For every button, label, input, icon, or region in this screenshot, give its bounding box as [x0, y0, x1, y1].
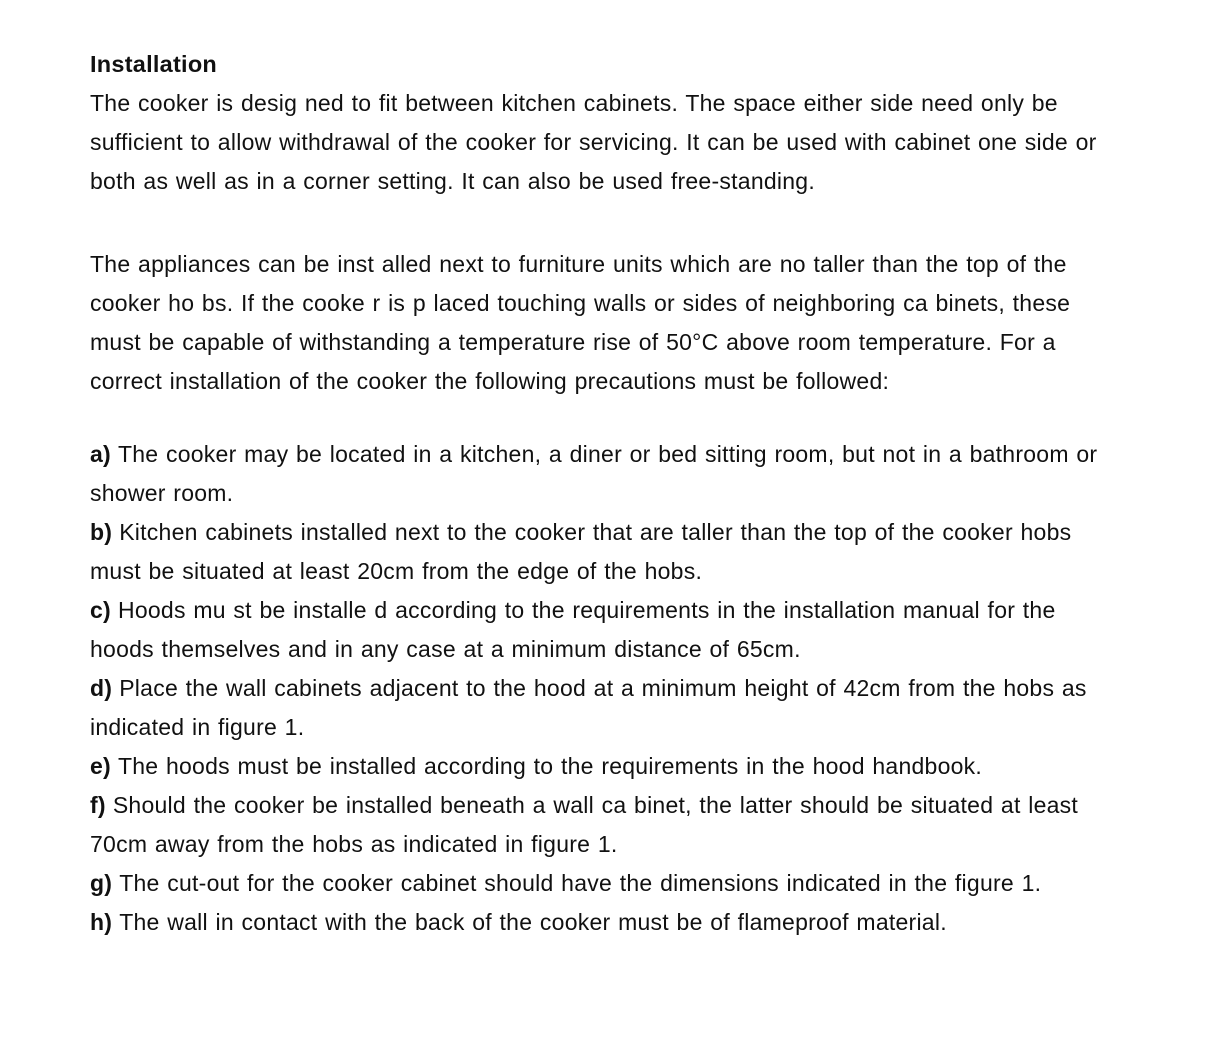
- item-label-f: f): [90, 792, 106, 818]
- item-label-e: e): [90, 753, 111, 779]
- body-paragraph: [90, 245, 1122, 401]
- item-label-b: b): [90, 519, 113, 545]
- item-label-c: c): [90, 597, 111, 623]
- list-item-line: [90, 591, 1122, 630]
- list-item-line: [90, 864, 1122, 903]
- item-label-d: d): [90, 675, 113, 701]
- text-line: sufficient to allow withdrawal of the cooker for servicing. It can be used with cabinet one side or: [90, 129, 1097, 155]
- list-item-line: [90, 747, 1122, 786]
- item-label-h: h): [90, 909, 113, 935]
- list-item-line: [90, 513, 1122, 552]
- item-text: The hoods must be installed according to the requirements in the hood handbook.: [117, 753, 983, 779]
- section-heading: Installation: [90, 51, 218, 77]
- text-line: must be capable of withstanding a temperature rise of 50°C above room temperature. For a: [90, 329, 1056, 355]
- list-item-line: shower room.: [90, 480, 234, 506]
- list-item-line: indicated in figure 1.: [90, 714, 305, 740]
- text-line: cooker ho bs. If the cooke r is p laced touching walls or sides of neighboring ca binets, these: [90, 290, 1071, 316]
- item-label-a: a): [90, 441, 111, 467]
- list-item-line: [90, 669, 1122, 708]
- list-item-line: must be situated at least 20cm from the edge of the hobs.: [90, 558, 703, 584]
- list-item-line: 70cm away from the hobs as indicated in figure 1.: [90, 831, 618, 857]
- list-item-line: [90, 435, 1122, 474]
- document-content: [90, 45, 1122, 942]
- text-line: both as well as in a corner setting. It can also be used free-standing.: [90, 168, 815, 194]
- item-label-g: g): [90, 870, 113, 896]
- item-text: Kitchen cabinets installed next to the cooker that are taller than the top of the cooker hobs: [119, 519, 1072, 545]
- text-line: The appliances can be inst alled next to furniture units which are no taller than the top of the: [90, 251, 1067, 277]
- precautions-list: [90, 435, 1122, 942]
- list-item-line: [90, 903, 1122, 942]
- item-text: Place the wall cabinets adjacent to the hood at a minimum height of 42cm from the hobs as: [119, 675, 1087, 701]
- intro-paragraph: [90, 84, 1122, 201]
- list-item-line: hoods themselves and in any case at a minimum distance of 65cm.: [90, 636, 801, 662]
- item-text: Hoods mu st be installe d according to the requirements in the installation manual for the: [117, 597, 1056, 623]
- item-text: The wall in contact with the back of the cooker must be of flameproof material.: [119, 909, 947, 935]
- text-line: correct installation of the cooker the following precautions must be followed:: [90, 368, 890, 394]
- list-item-line: [90, 786, 1122, 825]
- item-text: The cooker may be located in a kitchen, a diner or bed sitting room, but not in a bathroom or: [117, 441, 1098, 467]
- item-text: Should the cooker be installed beneath a wall ca binet, the latter should be situated at least: [112, 792, 1079, 818]
- text-line: The cooker is desig ned to fit between kitchen cabinets. The space either side need only be: [90, 90, 1058, 116]
- item-text: The cut-out for the cooker cabinet should have the dimensions indicated in the figure 1.: [119, 870, 1042, 896]
